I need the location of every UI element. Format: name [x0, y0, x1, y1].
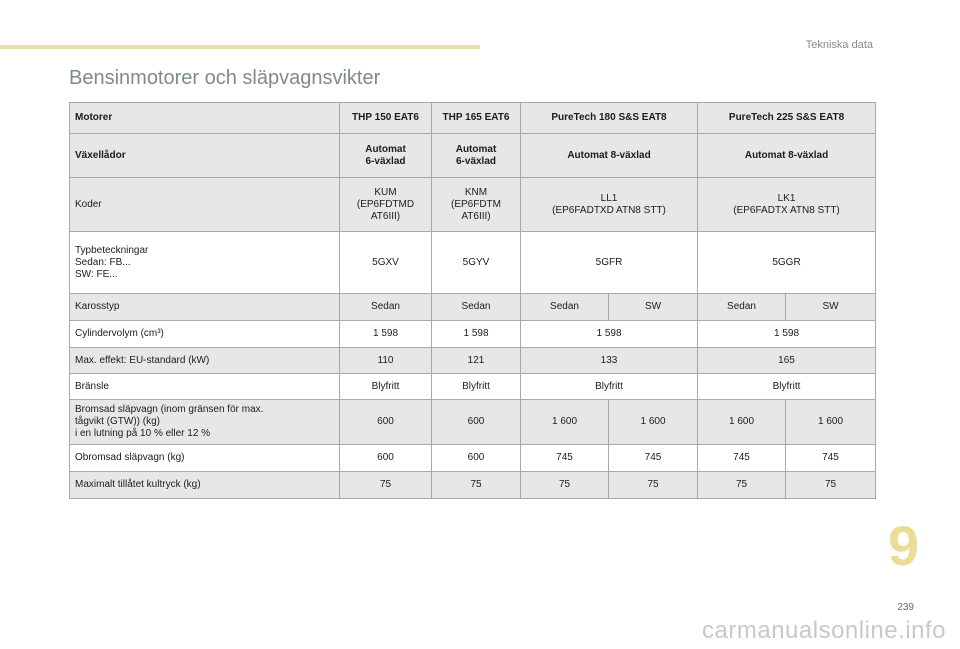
noseweight-cell: 75	[432, 472, 521, 499]
row-label-engines: Motorer	[70, 103, 340, 134]
body-cell: SW	[786, 294, 876, 321]
table-row-braked-trailer	[70, 400, 876, 445]
displacement-cell: 1 598	[432, 321, 521, 348]
row-label-unbraked-trailer: Obromsad släpvagn (kg)	[70, 445, 340, 472]
displacement-cell: 1 598	[698, 321, 876, 348]
unbraked-trailer-cell: 745	[521, 445, 609, 472]
page-title: Bensinmotorer och släpvagnsvikter	[69, 67, 381, 89]
fuel-cell: Blyfritt	[698, 374, 876, 400]
table-row-unbraked-trailer	[70, 445, 876, 472]
row-label-type-designations: Typbeteckningar Sedan: FB... SW: FE...	[70, 232, 340, 294]
watermark: carmanualsonline.info	[702, 617, 946, 644]
power-cell: 133	[521, 348, 698, 374]
fuel-cell: Blyfritt	[521, 374, 698, 400]
braked-trailer-cell: 1 600	[698, 400, 786, 445]
body-cell: Sedan	[521, 294, 609, 321]
row-label-max-noseweight: Maximalt tillåtet kultryck (kg)	[70, 472, 340, 499]
row-label-displacement: Cylindervolym (cm³)	[70, 321, 340, 348]
body-cell: Sedan	[340, 294, 432, 321]
noseweight-cell: 75	[609, 472, 698, 499]
table-row-fuel	[70, 374, 876, 400]
row-label-power: Max. effekt: EU-standard (kW)	[70, 348, 340, 374]
unbraked-trailer-cell: 600	[432, 445, 521, 472]
engine-header: THP 150 EAT6	[340, 103, 432, 134]
row-label-codes: Koder	[70, 178, 340, 232]
row-label-body: Karosstyp	[70, 294, 340, 321]
spec-table	[69, 102, 876, 499]
code-cell: KNM (EP6FDTM AT6III)	[432, 178, 521, 232]
unbraked-trailer-cell: 600	[340, 445, 432, 472]
noseweight-cell: 75	[521, 472, 609, 499]
body-cell: Sedan	[698, 294, 786, 321]
body-cell: Sedan	[432, 294, 521, 321]
row-label-gearbox: Växellådor	[70, 134, 340, 178]
power-cell: 165	[698, 348, 876, 374]
page-number: 239	[897, 602, 914, 613]
chapter-number: 9	[888, 514, 920, 577]
fuel-cell: Blyfritt	[432, 374, 521, 400]
gearbox-cell: Automat 6-växlad	[432, 134, 521, 178]
noseweight-cell: 75	[698, 472, 786, 499]
gearbox-cell: Automat 6-växlad	[340, 134, 432, 178]
table-row-max-noseweight	[70, 472, 876, 499]
power-cell: 110	[340, 348, 432, 374]
gearbox-cell: Automat 8-växlad	[698, 134, 876, 178]
gearbox-cell: Automat 8-växlad	[521, 134, 698, 178]
braked-trailer-cell: 600	[432, 400, 521, 445]
code-cell: LL1 (EP6FADTXD ATN8 STT)	[521, 178, 698, 232]
table-row-type-designations	[70, 232, 876, 294]
unbraked-trailer-cell: 745	[698, 445, 786, 472]
noseweight-cell: 75	[340, 472, 432, 499]
braked-trailer-cell: 1 600	[609, 400, 698, 445]
code-cell: KUM (EP6FDTMD AT6III)	[340, 178, 432, 232]
unbraked-trailer-cell: 745	[786, 445, 876, 472]
displacement-cell: 1 598	[521, 321, 698, 348]
braked-trailer-cell: 1 600	[786, 400, 876, 445]
code-cell: LK1 (EP6FADTX ATN8 STT)	[698, 178, 876, 232]
braked-trailer-cell: 1 600	[521, 400, 609, 445]
body-cell: SW	[609, 294, 698, 321]
engine-header: PureTech 180 S&S EAT8	[521, 103, 698, 134]
type-cell: 5GGR	[698, 232, 876, 294]
type-cell: 5GFR	[521, 232, 698, 294]
table-row-power	[70, 348, 876, 374]
table-row-engines	[70, 103, 876, 134]
table-row-gearbox	[70, 134, 876, 178]
top-accent-rule	[0, 45, 480, 49]
noseweight-cell: 75	[786, 472, 876, 499]
power-cell: 121	[432, 348, 521, 374]
table-row-codes	[70, 178, 876, 232]
type-cell: 5GYV	[432, 232, 521, 294]
fuel-cell: Blyfritt	[340, 374, 432, 400]
displacement-cell: 1 598	[340, 321, 432, 348]
engine-header: THP 165 EAT6	[432, 103, 521, 134]
unbraked-trailer-cell: 745	[609, 445, 698, 472]
section-label: Tekniska data	[805, 39, 873, 51]
row-label-fuel: Bränsle	[70, 374, 340, 400]
table-row-body	[70, 294, 876, 321]
braked-trailer-cell: 600	[340, 400, 432, 445]
table-row-displacement	[70, 321, 876, 348]
row-label-braked-trailer: Bromsad släpvagn (inom gränsen för max. tågvikt (GTW)) (kg) i en lutning på 10 % eller 12 %	[70, 400, 340, 445]
type-cell: 5GXV	[340, 232, 432, 294]
engine-header: PureTech 225 S&S EAT8	[698, 103, 876, 134]
